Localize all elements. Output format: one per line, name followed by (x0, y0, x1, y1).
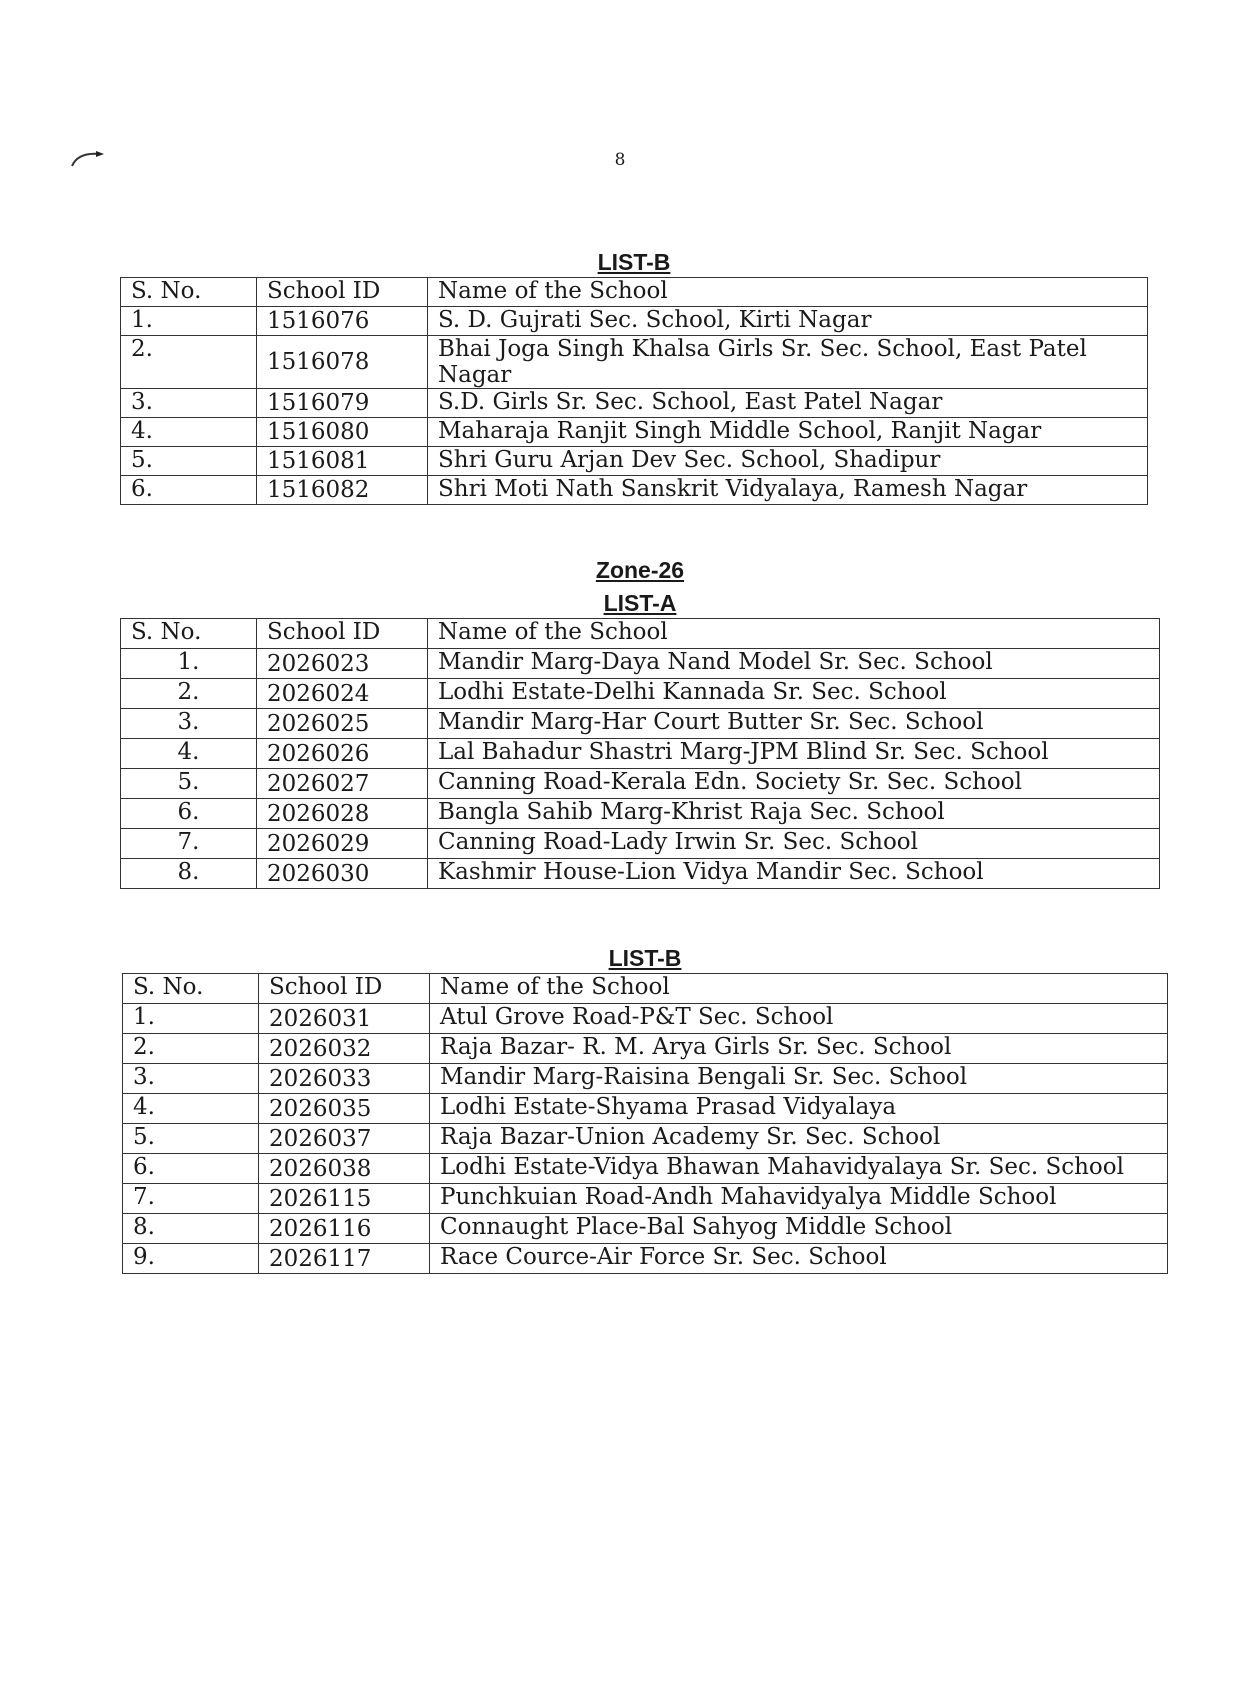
school-name-cell: Canning Road-Lady Irwin Sr. Sec. School (428, 829, 1160, 859)
serial-number-cell: 2. (121, 679, 257, 709)
table-header-row (121, 278, 1148, 307)
table-row (121, 476, 1148, 505)
table-row (123, 1124, 1168, 1154)
serial-number-cell: 1. (121, 307, 257, 336)
school-id-cell: 2026115 (259, 1184, 430, 1214)
school-id-cell: 1516082 (257, 476, 428, 505)
school-id-cell: 1516080 (257, 418, 428, 447)
table-row (121, 799, 1160, 829)
school-id-cell: 2026030 (257, 859, 428, 889)
school-name-cell: Shri Guru Arjan Dev Sec. School, Shadipur (428, 447, 1148, 476)
school-name-cell: Maharaja Ranjit Singh Middle School, Ranjit Nagar (428, 418, 1148, 447)
table-row (121, 739, 1160, 769)
school-name-cell: Mandir Marg-Raisina Bengali Sr. Sec. School (430, 1064, 1168, 1094)
table-row (121, 649, 1160, 679)
school-id-cell: 2026026 (257, 739, 428, 769)
school-name-cell: Raja Bazar-Union Academy Sr. Sec. School (430, 1124, 1168, 1154)
school-name-cell: Lodhi Estate-Delhi Kannada Sr. Sec. School (428, 679, 1160, 709)
table-row (123, 1244, 1168, 1274)
school-id-cell: 1516078 (257, 336, 428, 389)
list-a-section (120, 588, 1160, 889)
column-header: School ID (259, 974, 430, 1004)
serial-number-cell: 3. (123, 1064, 259, 1094)
column-header: Name of the School (428, 619, 1160, 649)
table-header-row (121, 619, 1160, 649)
school-id-cell: 2026117 (259, 1244, 430, 1274)
school-id-cell: 2026116 (259, 1214, 430, 1244)
list-b-table-2 (122, 973, 1168, 1274)
table-row (121, 769, 1160, 799)
serial-number-cell: 2. (123, 1034, 259, 1064)
table-row (123, 1004, 1168, 1034)
school-id-cell: 2026025 (257, 709, 428, 739)
table-row (123, 1034, 1168, 1064)
school-id-cell: 2026029 (257, 829, 428, 859)
serial-number-cell: 3. (121, 709, 257, 739)
school-name-cell: Connaught Place-Bal Sahyog Middle School (430, 1214, 1168, 1244)
serial-number-cell: 3. (121, 389, 257, 418)
school-name-cell: Punchkuian Road-Andh Mahavidyalya Middle School (430, 1184, 1168, 1214)
school-id-cell: 2026035 (259, 1094, 430, 1124)
table-row (123, 1214, 1168, 1244)
column-header: Name of the School (428, 278, 1148, 307)
list-b-heading-2: LIST-B (608, 945, 682, 971)
table-row (121, 859, 1160, 889)
school-id-cell: 2026024 (257, 679, 428, 709)
serial-number-cell: 1. (123, 1004, 259, 1034)
column-header: School ID (257, 619, 428, 649)
serial-number-cell: 1. (121, 649, 257, 679)
serial-number-cell: 9. (123, 1244, 259, 1274)
school-name-cell: Lal Bahadur Shastri Marg-JPM Blind Sr. Sec. School (428, 739, 1160, 769)
list-a-heading: LIST-A (603, 590, 677, 616)
column-header: School ID (257, 278, 428, 307)
list-b-section-1 (120, 247, 1148, 505)
list-b-section-2 (122, 943, 1168, 1274)
serial-number-cell: 6. (121, 476, 257, 505)
serial-number-cell: 6. (123, 1154, 259, 1184)
school-name-cell: Kashmir House-Lion Vidya Mandir Sec. School (428, 859, 1160, 889)
serial-number-cell: 4. (121, 418, 257, 447)
school-id-cell: 2026032 (259, 1034, 430, 1064)
table-row (121, 679, 1160, 709)
school-id-cell: 2026023 (257, 649, 428, 679)
zone-section (120, 555, 1160, 585)
column-header: S. No. (123, 974, 259, 1004)
table-row (123, 1094, 1168, 1124)
list-a-table (120, 618, 1160, 889)
school-name-cell: S. D. Gujrati Sec. School, Kirti Nagar (428, 307, 1148, 336)
school-name-cell: S.D. Girls Sr. Sec. School, East Patel Nagar (428, 389, 1148, 418)
serial-number-cell: 2. (121, 336, 257, 389)
serial-number-cell: 4. (121, 739, 257, 769)
school-name-cell: Atul Grove Road-P&T Sec. School (430, 1004, 1168, 1034)
school-name-cell: Mandir Marg-Har Court Butter Sr. Sec. School (428, 709, 1160, 739)
table-row (123, 1184, 1168, 1214)
table-row (123, 1154, 1168, 1184)
column-header: S. No. (121, 278, 257, 307)
table-row (121, 709, 1160, 739)
table-row (121, 389, 1148, 418)
serial-number-cell: 8. (123, 1214, 259, 1244)
school-name-cell: Raja Bazar- R. M. Arya Girls Sr. Sec. School (430, 1034, 1168, 1064)
table-row (121, 447, 1148, 476)
school-id-cell: 2026033 (259, 1064, 430, 1094)
list-b-table-1 (120, 277, 1148, 505)
school-name-cell: Mandir Marg-Daya Nand Model Sr. Sec. School (428, 649, 1160, 679)
school-name-cell: Lodhi Estate-Shyama Prasad Vidyalaya (430, 1094, 1168, 1124)
table-row (121, 336, 1148, 389)
serial-number-cell: 5. (121, 769, 257, 799)
serial-number-cell: 4. (123, 1094, 259, 1124)
table-row (123, 1064, 1168, 1094)
page-number: 8 (614, 150, 626, 170)
list-b-heading-1: LIST-B (597, 249, 671, 275)
school-name-cell: Shri Moti Nath Sanskrit Vidyalaya, Ramesh Nagar (428, 476, 1148, 505)
serial-number-cell: 6. (121, 799, 257, 829)
school-name-cell: Bangla Sahib Marg-Khrist Raja Sec. School (428, 799, 1160, 829)
school-id-cell: 1516079 (257, 389, 428, 418)
column-header: S. No. (121, 619, 257, 649)
serial-number-cell: 7. (121, 829, 257, 859)
school-id-cell: 1516081 (257, 447, 428, 476)
school-id-cell: 1516076 (257, 307, 428, 336)
school-name-cell: Bhai Joga Singh Khalsa Girls Sr. Sec. School, East Patel Nagar (428, 336, 1148, 389)
serial-number-cell: 5. (121, 447, 257, 476)
school-name-cell: Canning Road-Kerala Edn. Society Sr. Sec. School (428, 769, 1160, 799)
school-id-cell: 2026031 (259, 1004, 430, 1034)
serial-number-cell: 8. (121, 859, 257, 889)
school-id-cell: 2026037 (259, 1124, 430, 1154)
table-row (121, 307, 1148, 336)
school-id-cell: 2026027 (257, 769, 428, 799)
school-name-cell: Race Cource-Air Force Sr. Sec. School (430, 1244, 1168, 1274)
school-name-cell: Lodhi Estate-Vidya Bhawan Mahavidyalaya Sr. Sec. School (430, 1154, 1168, 1184)
school-id-cell: 2026028 (257, 799, 428, 829)
school-id-cell: 2026038 (259, 1154, 430, 1184)
serial-number-cell: 5. (123, 1124, 259, 1154)
table-row (121, 418, 1148, 447)
table-row (121, 829, 1160, 859)
column-header: Name of the School (430, 974, 1168, 1004)
serial-number-cell: 7. (123, 1184, 259, 1214)
table-header-row (123, 974, 1168, 1004)
zone-heading: Zone-26 (595, 557, 685, 583)
